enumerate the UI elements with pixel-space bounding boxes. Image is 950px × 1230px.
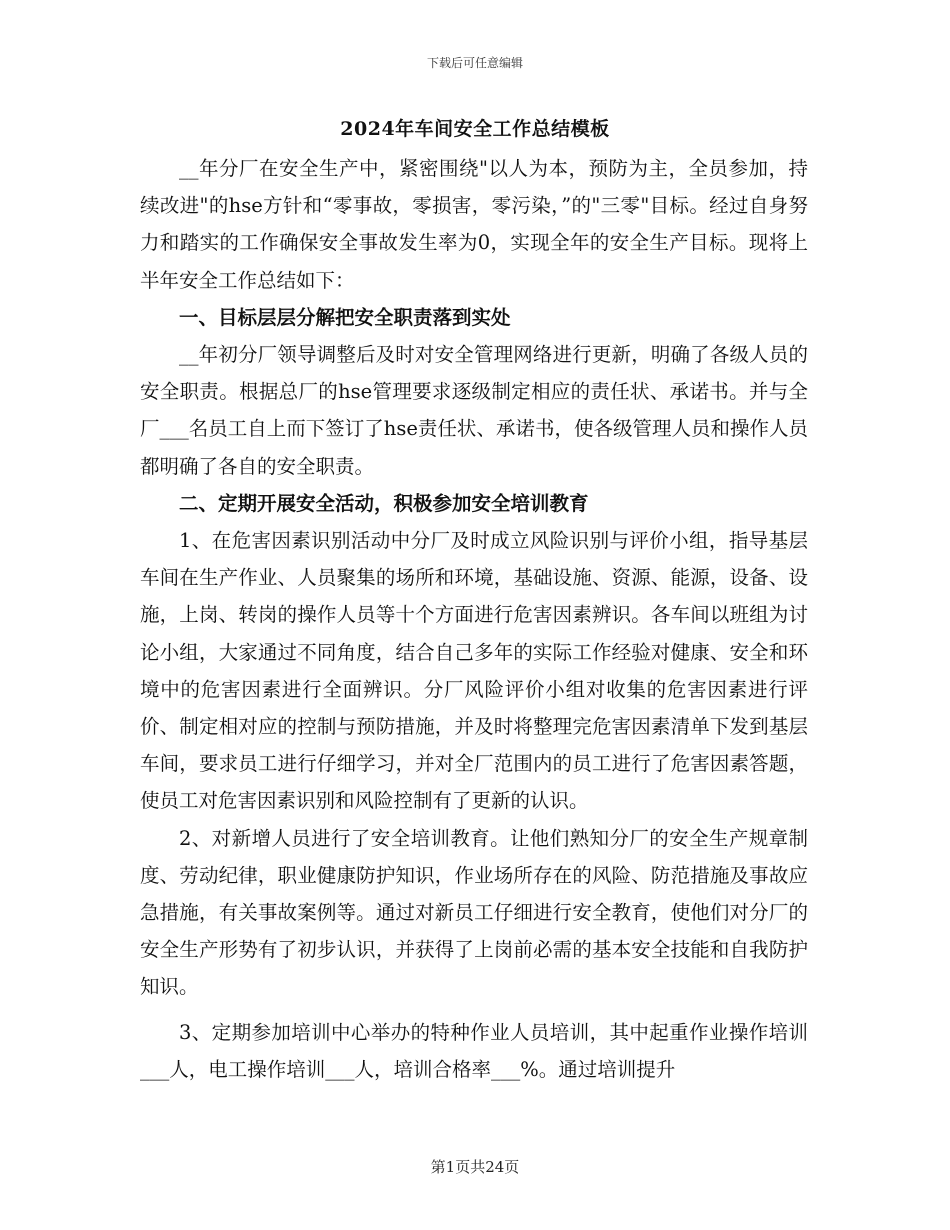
intro-paragraph: __年分厂在安全生产中，紧密围绕"以人为本，预防为主，全员参加，持续改进"的hse方针和“零事故，零损害，零污染，”的"三零"目标。经过自身努力和踏实的工作确保安全事故发生率为0，实现全年的安全生产目标。现将上半年安全工作总结如下： — [140, 157, 808, 292]
section-2-item-1: 1、在危害因素识别活动中分厂及时成立风险识别与评价小组，指导基层车间在生产作业、人员聚集的场所和环境，基础设施、资源、能源，设备、设施，上岗、转岗的操作人员等十个方面进行危害因素辨识。各车间以班组为讨论小组，大家通过不同角度，结合自己多年的实际工作经验对健康、安全和环境中的危害因素进行全面辨识。分厂风险评价小组对收集的危害因素进行评价、制定相对应的控制与预防措施，并及时将整理完危害因素清单下发到基层车间，要求员工进行仔细学习，并对全厂范围内的员工进行了危害因素答题，使员工对危害因素识别和风险控制有了更新的认识。 — [140, 529, 808, 813]
section-1-paragraph: __年初分厂领导调整后及时对安全管理网络进行更新，明确了各级人员的安全职责。根据总厂的hse管理要求逐级制定相应的责任状、承诺书。并与全厂___名员工自上而下签订了hse责任状、承诺书，使各级管理人员和操作人员都明确了各自的安全职责。 — [140, 343, 808, 478]
section-heading-1: 一、目标层层分解把安全职责落到实处 — [179, 305, 511, 329]
section-heading-2: 二、定期开展安全活动，积极参加安全培训教育 — [179, 491, 589, 515]
section-2-item-3: 3、定期参加培训中心举办的特种作业人员培训，其中起重作业操作培训___人，电工操作培训___人，培训合格率___%。通过培训提升 — [140, 1020, 808, 1081]
document-title: 2024年车间安全工作总结模板 — [340, 118, 610, 140]
page-header: 下载后可任意编辑 — [426, 56, 523, 70]
document-body — [140, 150, 808, 1088]
page-number: 第1页共24页 — [430, 1158, 520, 1176]
section-2-item-2: 2、对新增人员进行了安全培训教育。让他们熟知分厂的安全生产规章制度、劳动纪律，职业健康防护知识，作业场所存在的风险、防范措施及事故应急措施，有关事故案例等。通过对新员工仔细进行安全教育，使他们对分厂的安全生产形势有了初步认识，并获得了上岗前必需的基本安全技能和自我防护知识。 — [140, 826, 808, 999]
